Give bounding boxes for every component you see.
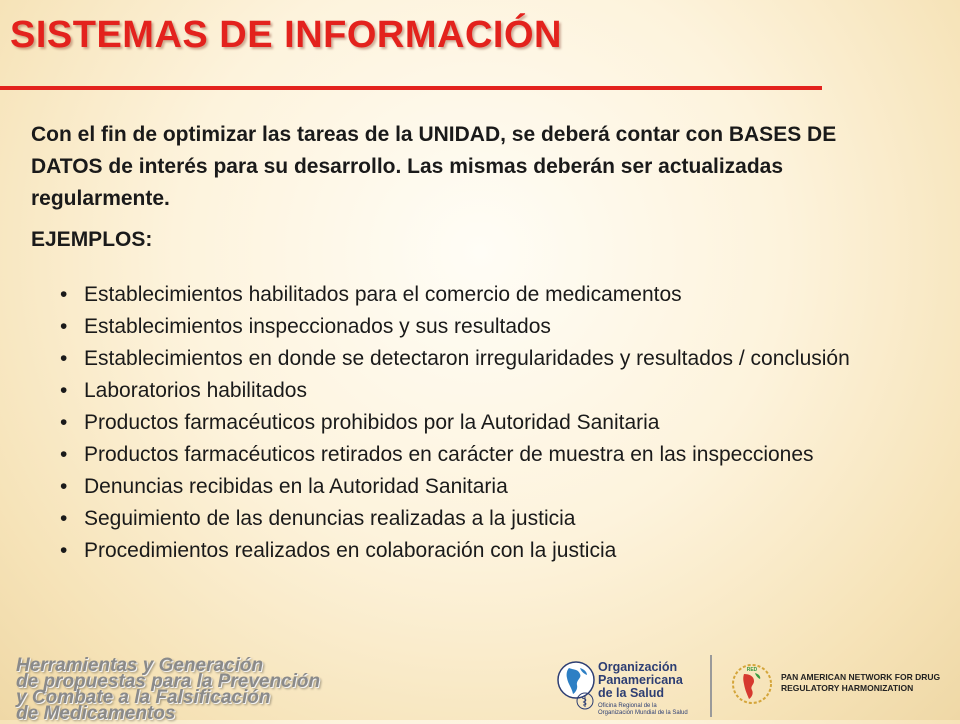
bullet-icon: • (60, 283, 68, 306)
program-name-line: y Combate a la Falsificación (16, 687, 271, 708)
program-name-logo (16, 655, 321, 724)
bullet-icon: • (60, 539, 68, 562)
ops-subtitle (598, 703, 688, 717)
footer-divider (710, 655, 712, 717)
intro-paragraph: Con el fin de optimizar las tareas de la UNIDAD, se deberá contar con BASES DE DATOS de interés para su desarrollo. Las mismas deberán ser actualizadas regularmente. (31, 123, 837, 210)
bullet-icon: • (60, 507, 68, 530)
list-item (60, 535, 910, 567)
list-item-text: Productos farmacéuticos retirados en carácter de muestra en las inspecciones (84, 443, 814, 466)
bullet-icon: • (60, 347, 68, 370)
network-name (781, 672, 940, 694)
network-name-line: PAN AMERICAN NETWORK FOR DRUG (781, 672, 941, 682)
list-item (60, 375, 910, 407)
list-item-text: Productos farmacéuticos prohibidos por la Autoridad Sanitaria (84, 411, 660, 434)
list-item-text: Establecimientos habilitados para el comercio de medicamentos (84, 283, 682, 306)
examples-list (60, 279, 910, 567)
list-item (60, 503, 910, 535)
ops-name-line: de la Salud (598, 686, 664, 700)
red-parf-logo-icon (730, 662, 774, 706)
ops-subtitle-line: Oficina Regional de la (598, 703, 657, 709)
list-item (60, 407, 910, 439)
list-item-text: Seguimiento de las denuncias realizadas a la justicia (84, 507, 576, 530)
bullet-icon: • (60, 411, 68, 434)
examples-heading: EJEMPLOS: (31, 228, 153, 251)
title-underline (0, 86, 822, 90)
ops-name-line: Panamericana (598, 673, 683, 687)
list-item-text: Establecimientos en donde se detectaron irregularidades y resultados / conclusión (84, 347, 850, 370)
program-name-line: Herramientas y Generación (16, 655, 264, 676)
svg-text:RED: RED (746, 667, 758, 673)
program-name-line: de propuestas para la Prevención (16, 671, 321, 692)
list-item-text: Laboratorios habilitados (84, 379, 307, 402)
network-name-line: REGULATORY HARMONIZATION (781, 683, 914, 693)
who-emblem-icon (576, 692, 594, 710)
ops-subtitle-line: Organización Mundial de la Salud (598, 710, 688, 716)
list-item (60, 343, 910, 375)
list-item-text: Procedimientos realizados en colaboración con la justicia (84, 539, 617, 562)
list-item-text: Denuncias recibidas en la Autoridad Sanitaria (84, 475, 508, 498)
list-item (60, 471, 910, 503)
bullet-icon: • (60, 443, 68, 466)
slide-title: SISTEMAS DE INFORMACIÓN (10, 14, 562, 56)
bullet-icon: • (60, 315, 68, 338)
ops-name-line: Organización (598, 660, 678, 674)
list-item (60, 311, 910, 343)
bullet-icon: • (60, 475, 68, 498)
list-item (60, 279, 910, 311)
program-name-line: de Medicamentos (16, 703, 176, 724)
bullet-icon: • (60, 379, 68, 402)
ops-name (598, 661, 683, 700)
list-item (60, 439, 910, 471)
list-item-text: Establecimientos inspeccionados y sus resultados (84, 315, 551, 338)
